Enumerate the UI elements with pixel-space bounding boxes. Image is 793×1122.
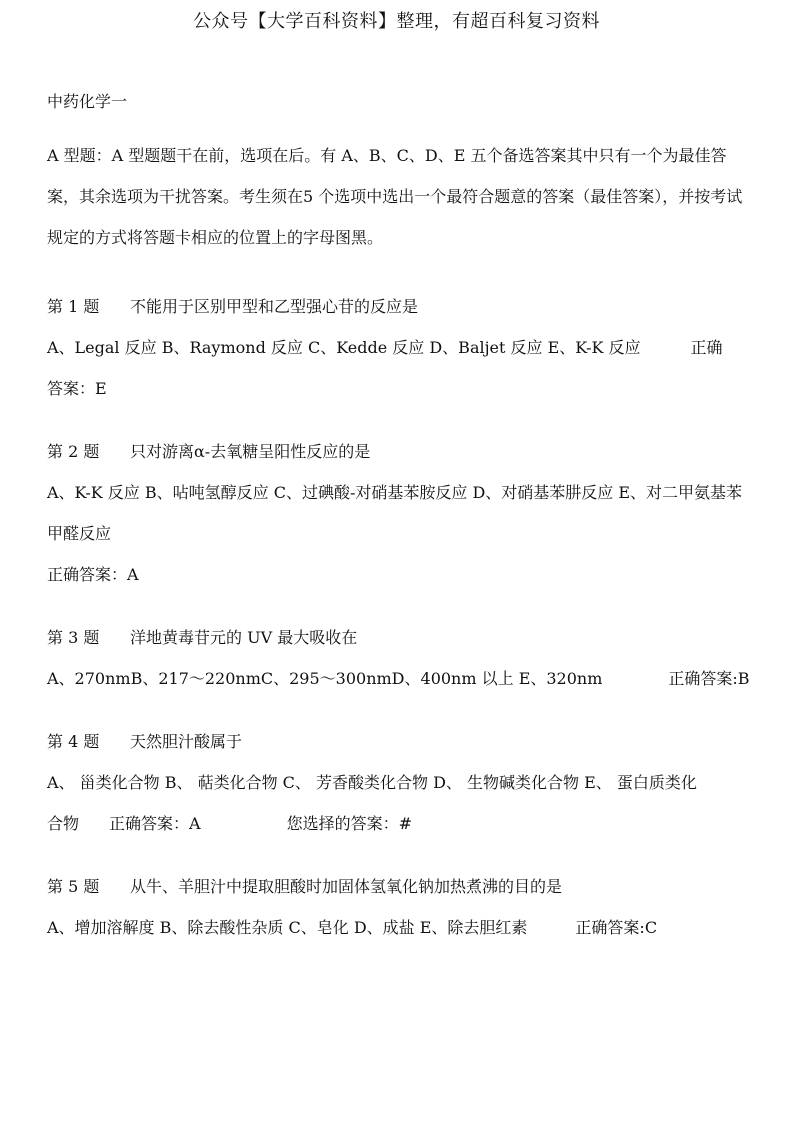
question-2-head bbox=[47, 431, 752, 472]
question-1 bbox=[47, 286, 752, 409]
question-2-number: 第 2 题 bbox=[47, 442, 100, 461]
document-title: 中药化学一 bbox=[47, 92, 128, 111]
question-5-options: A、增加溶解度 B、除去酸性杂质 C、皂化 D、成盐 E、除去胆红素 bbox=[47, 918, 528, 937]
question-1-answer: 答案：E bbox=[47, 379, 107, 398]
question-4-head bbox=[47, 721, 752, 762]
question-4-options-line-2 bbox=[47, 803, 752, 844]
question-3-answer: 正确答案:B bbox=[668, 669, 750, 688]
question-1-number: 第 1 题 bbox=[47, 297, 100, 316]
question-1-head bbox=[47, 286, 752, 327]
instructions-paragraph: A 型题：A 型题题干在前，选项在后。有 A、B、C、D、E 五个备选答案其中只有一个为最佳答案，其余选项为干扰答案。考生须在5 个选项中选出一个最符合题意的答案（最佳答案），并按考试规定的方式将答题卡相应的位置上的字母图黑。 bbox=[47, 146, 743, 247]
question-3 bbox=[47, 617, 752, 699]
question-2-answer: 正确答案：A bbox=[47, 565, 139, 584]
question-4-options-line-1: A、 甾类化合物 B、 萜类化合物 C、 芳香酸类化合物 D、 生物碱类化合物 E、 蛋白质类化 bbox=[47, 773, 697, 792]
question-4-your-answer: 您选择的答案：# bbox=[286, 814, 412, 833]
question-5-head bbox=[47, 866, 752, 907]
question-5-number: 第 5 题 bbox=[47, 877, 100, 896]
question-1-stem: 不能用于区别甲型和乙型强心苷的反应是 bbox=[130, 297, 419, 316]
question-3-number: 第 3 题 bbox=[47, 628, 100, 647]
question-2 bbox=[47, 431, 752, 595]
question-1-answer-prefix: 正确 bbox=[690, 338, 723, 357]
question-1-options: A、Legal 反应 B、Raymond 反应 C、Kedde 反应 D、Baljet 反应 E、K-K 反应 bbox=[47, 338, 641, 357]
question-4-answer: 正确答案：A bbox=[109, 814, 201, 833]
question-4-options-cont: 合物 bbox=[47, 814, 80, 833]
question-3-options-line bbox=[47, 658, 752, 699]
question-2-options: A、K-K 反应 B、呫吨氢醇反应 C、过碘酸-对硝基苯胺反应 D、对硝基苯肼反应 E、对二甲氨基苯甲醛反应 bbox=[47, 483, 743, 543]
question-4-stem: 天然胆汁酸属于 bbox=[130, 732, 243, 751]
question-5 bbox=[47, 866, 752, 948]
document-body bbox=[47, 88, 752, 970]
question-3-head bbox=[47, 617, 752, 658]
question-2-stem: 只对游离α-去氧糖呈阳性反应的是 bbox=[130, 442, 371, 461]
question-3-stem: 洋地黄毒苷元的 UV 最大吸收在 bbox=[130, 628, 358, 647]
question-5-stem: 从牛、羊胆汁中提取胆酸时加固体氢氧化钠加热煮沸的目的是 bbox=[130, 877, 563, 896]
question-1-options-line bbox=[47, 327, 752, 368]
question-5-answer: 正确答案:C bbox=[575, 918, 658, 937]
question-1-answer-line bbox=[47, 368, 752, 409]
question-4 bbox=[47, 721, 752, 844]
question-5-options-line bbox=[47, 907, 752, 948]
question-3-options: A、270nmB、217～220nmC、295～300nmD、400nm 以上 E、320nm bbox=[47, 669, 603, 688]
question-4-number: 第 4 题 bbox=[47, 732, 100, 751]
page-header: 公众号【大学百科资料】整理，有超百科复习资料 bbox=[193, 11, 600, 32]
